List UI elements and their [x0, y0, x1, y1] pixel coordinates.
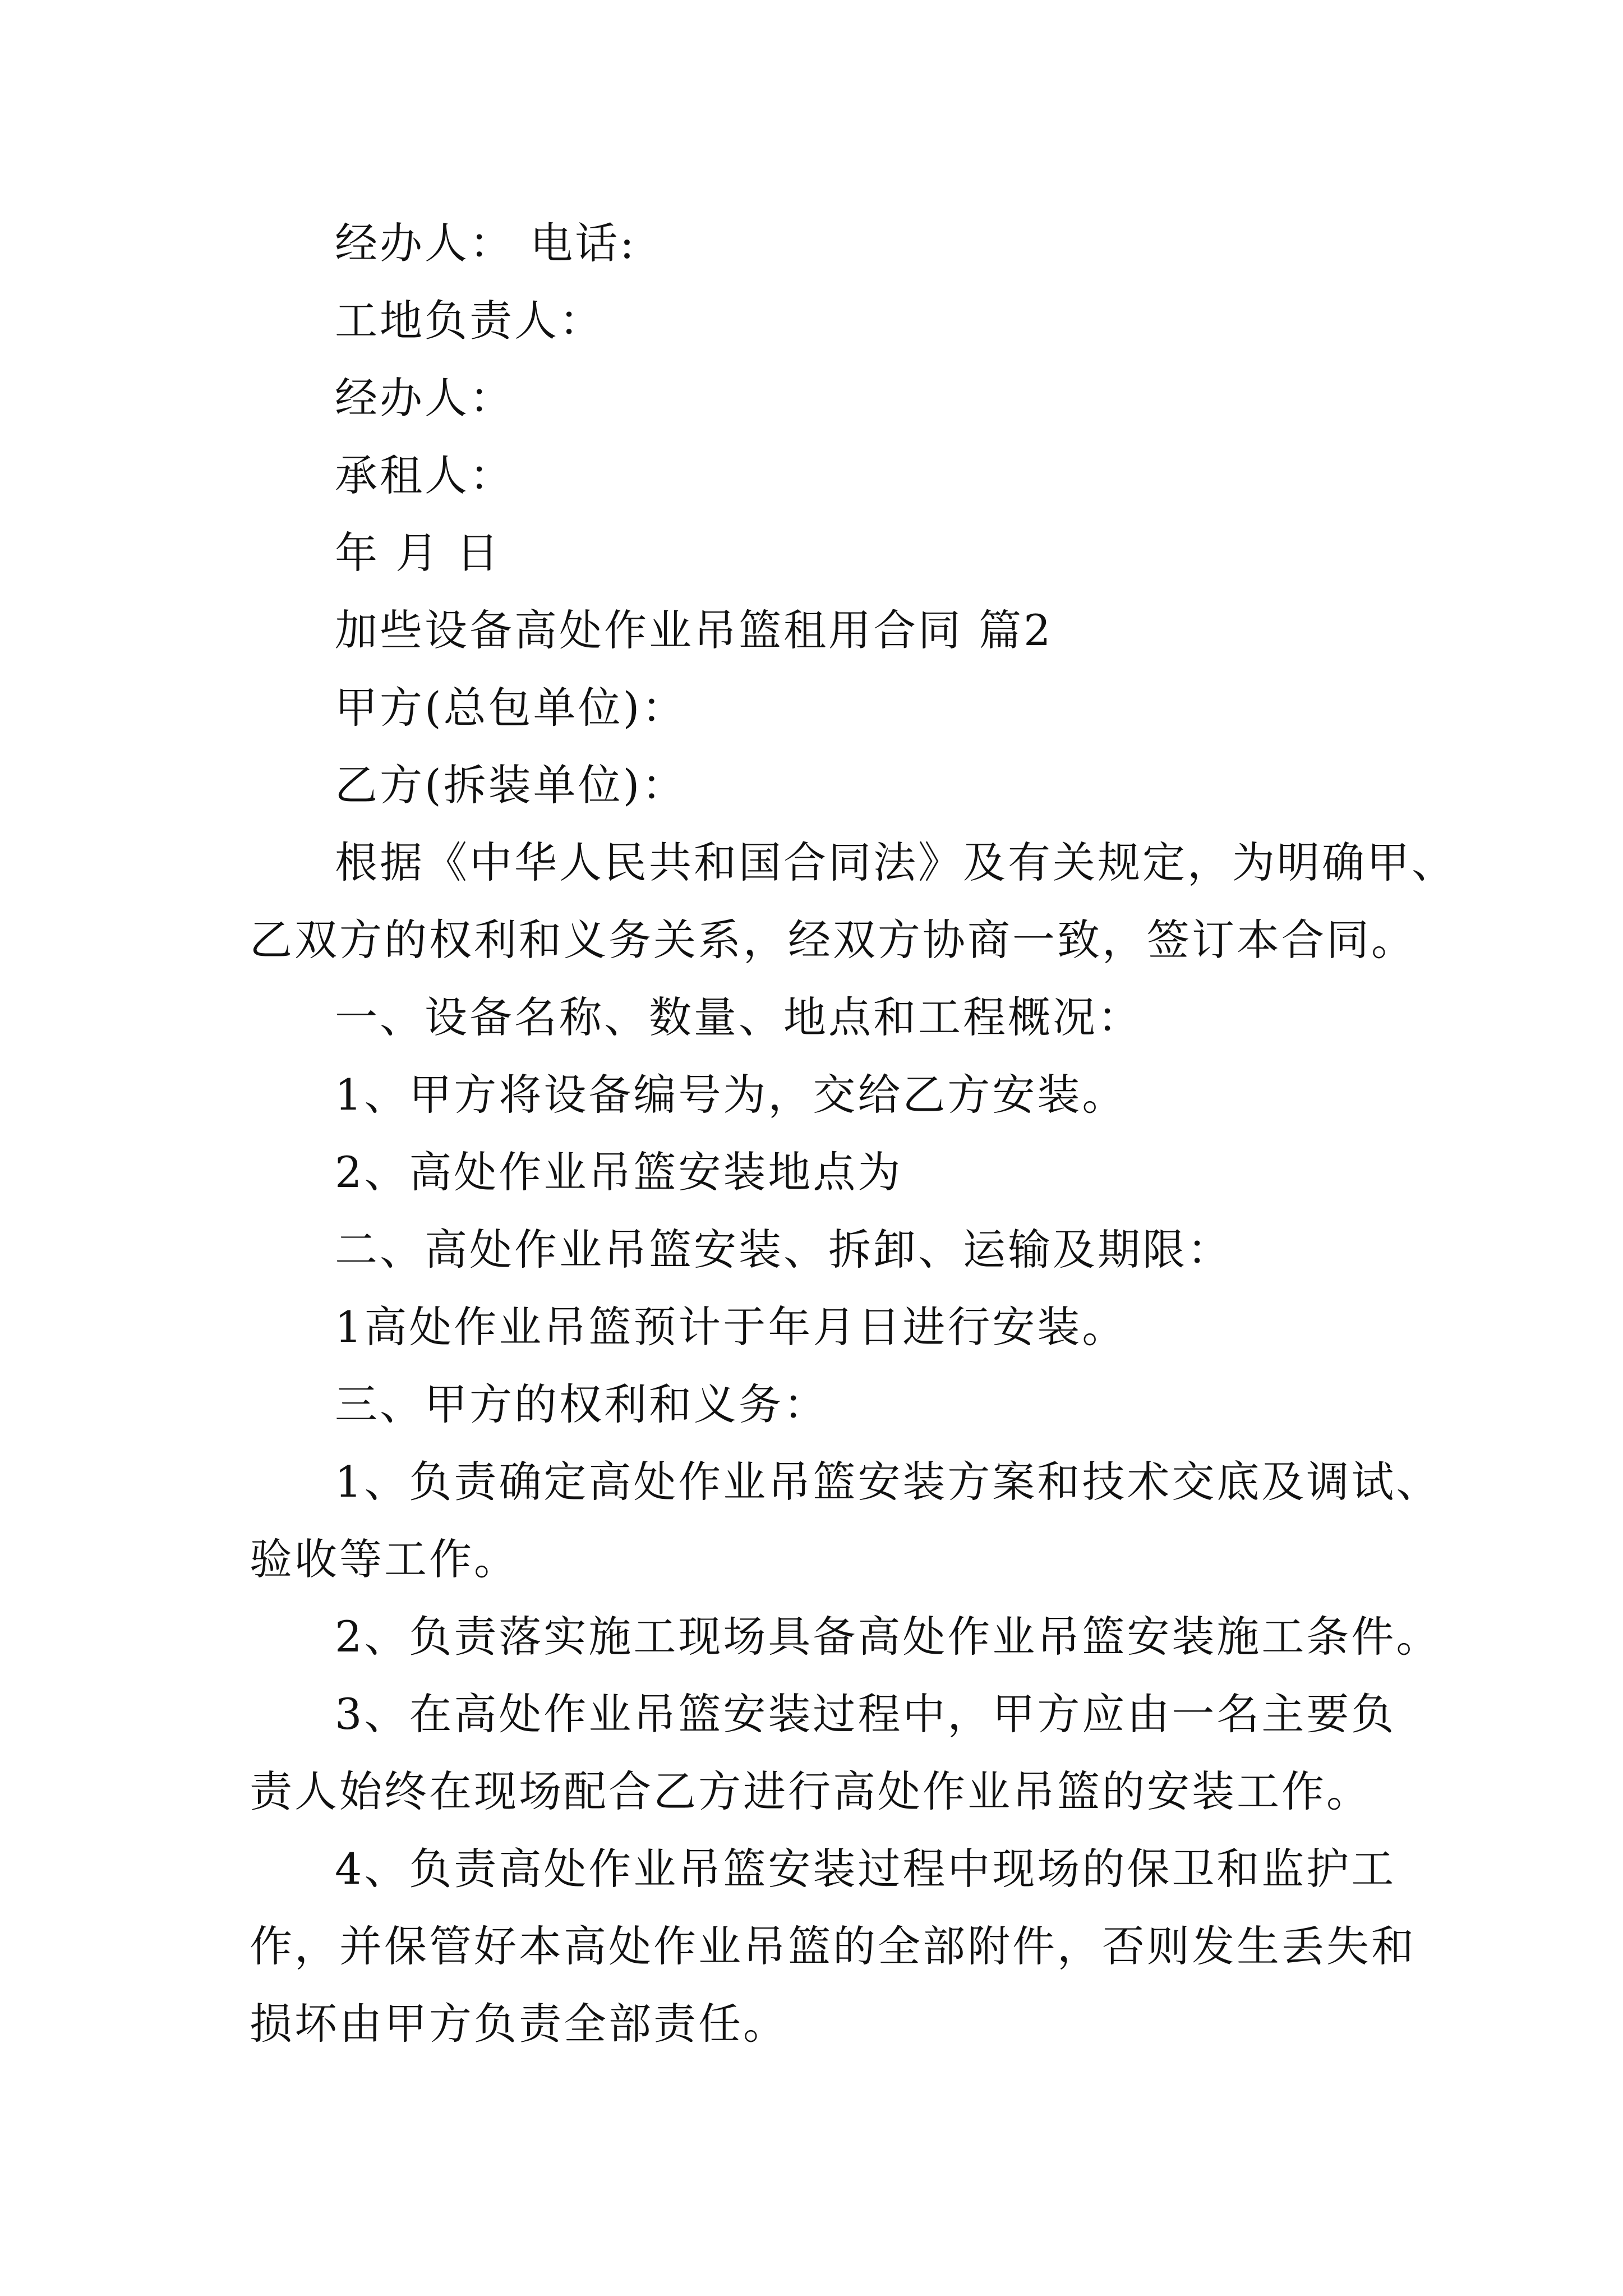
paragraph-line: 乙双方的权利和义务关系，经双方协商一致，签订本合同。 [250, 915, 1416, 965]
clause-item: 1、负责确定高处作业吊篮安装方案和技术交底及调试、 [335, 1457, 1441, 1507]
document-body [250, 205, 1456, 2063]
clause-heading: 一、设备名称、数量、地点和工程概况： [335, 992, 1142, 1042]
party-b-line: 乙方(拆装单位)： [335, 760, 687, 810]
clause-item: 责人始终在现场配合乙方进行高处作业吊篮的安装工作。 [250, 1766, 1371, 1816]
text-line: 承租人： [335, 450, 514, 500]
text-line: 年 月 日 [335, 528, 501, 578]
clause-item: 作，并保管好本高处作业吊篮的全部附件，否则发生丢失和 [250, 1921, 1416, 1971]
clause-item: 损坏由甲方负责全部责任。 [250, 1999, 788, 2049]
clause-item: 3、在高处作业吊篮安装过程中，甲方应由一名主要负 [335, 1689, 1396, 1739]
clause-item: 1高处作业吊篮预计于年月日进行安装。 [335, 1302, 1127, 1352]
text-line: 经办人： 电话: [335, 218, 637, 268]
clause-item: 1、甲方将设备编号为，交给乙方安装。 [335, 1070, 1127, 1120]
clause-item: 2、负责落实施工现场具备高处作业吊篮安装施工条件。 [335, 1612, 1441, 1662]
clause-item: 验收等工作。 [250, 1534, 519, 1584]
text-line: 工地负责人： [335, 296, 604, 346]
party-a-line: 甲方(总包单位)： [335, 683, 687, 733]
clause-item: 4、负责高处作业吊篮安装过程中现场的保卫和监护工 [335, 1844, 1396, 1894]
clause-item: 2、高处作业吊篮安装地点为 [335, 1147, 903, 1197]
paragraph-line: 根据《中华人民共和国合同法》及有关规定，为明确甲、 [335, 838, 1456, 887]
section-title: 加些设备高处作业吊篮租用合同 篇2 [335, 605, 1053, 655]
text-line: 经办人： [335, 373, 514, 423]
clause-heading: 二、高处作业吊篮安装、拆卸、运输及期限： [335, 1225, 1232, 1274]
clause-heading: 三、甲方的权利和义务： [335, 1379, 828, 1429]
